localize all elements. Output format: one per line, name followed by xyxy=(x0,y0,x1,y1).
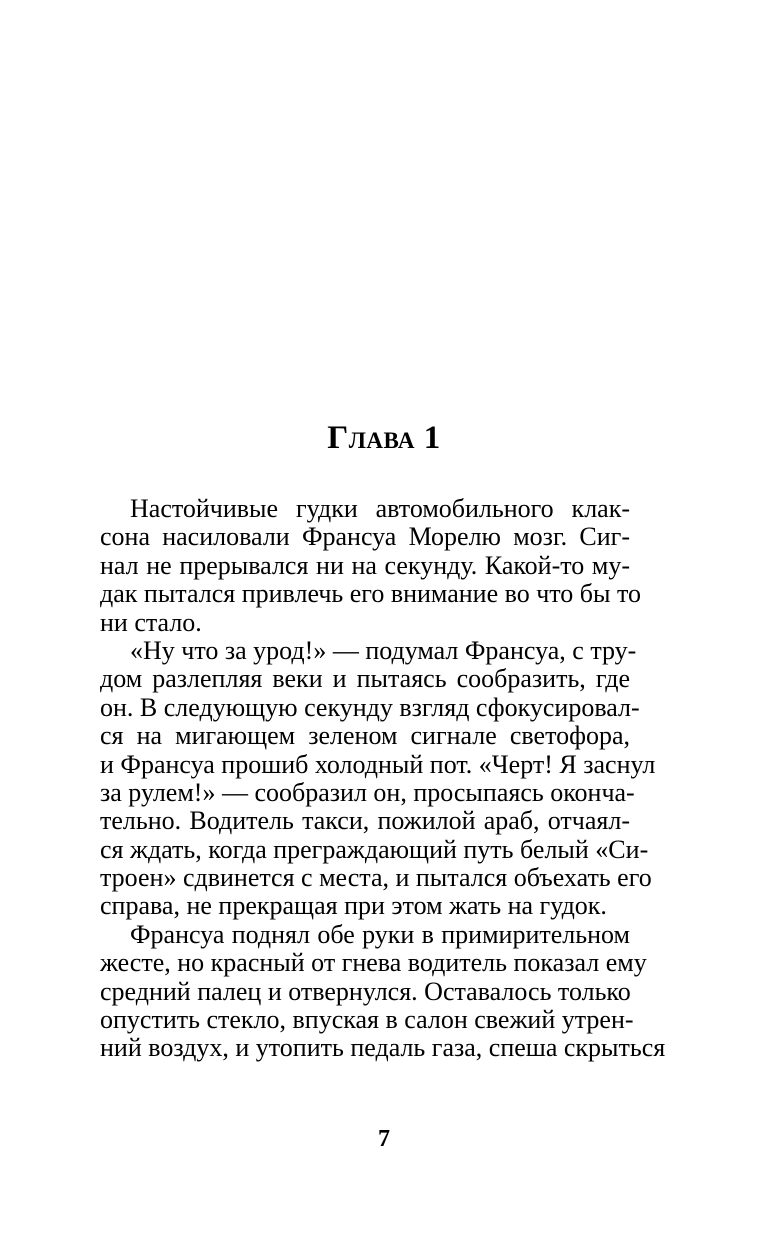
chapter-title xyxy=(0,420,768,457)
text-line: ся на мигающем зеленом сигнале светофора, xyxy=(100,721,630,751)
text-line: жесте, но красный от гнева водитель показал ему xyxy=(100,948,647,978)
text-line: ний воздух, и утопить педаль газа, спеша скрыться xyxy=(100,1033,666,1063)
page-number: 7 xyxy=(378,1126,390,1152)
text-line: ни стало. xyxy=(100,607,202,637)
text-line: опустить стекло, впуская в салон свежий утрен- xyxy=(100,1005,634,1035)
chapter-title-text: Глава 1 xyxy=(327,420,441,456)
text-line: ся ждать, когда преграждающий путь белый «Си- xyxy=(100,834,649,864)
text-line: нал не прерывался ни на секунду. Какой-то му- xyxy=(100,550,630,580)
text-line: и Франсуа прошиб холодный пот. «Черт! Я заснул xyxy=(100,749,656,779)
text-line: справа, не прекращая при этом жать на гудок. xyxy=(100,891,607,921)
text-line: Франсуа поднял обе руки в примирительном xyxy=(130,919,630,949)
text-line: дак пытался привлечь его внимание во что бы то xyxy=(100,579,642,609)
body-text xyxy=(100,494,666,1063)
text-line: средний палец и отвернулся. Оставалось только xyxy=(100,976,631,1006)
text-line: за рулем!» — сообразил он, просыпаясь оконча- xyxy=(100,777,635,807)
text-line: тельно. Водитель такси, пожилой араб, отчаял- xyxy=(100,806,630,836)
text-line: сона насиловали Франсуа Морелю мозг. Сиг- xyxy=(100,522,630,552)
paragraph xyxy=(100,494,642,637)
paragraph xyxy=(100,919,666,1063)
text-line: он. В следующую секунду взгляд сфокусировал- xyxy=(100,692,640,722)
paragraph xyxy=(100,635,656,921)
text-line: дом разлепляя веки и пытаясь сообразить, где xyxy=(100,664,630,694)
text-line: Настойчивые гудки автомобильного клак- xyxy=(130,494,630,523)
text-line: «Ну что за урод!» — подумал Франсуа, с тру- xyxy=(130,635,637,665)
text-line: троен» сдвинется с места, и пытался объехать его xyxy=(100,863,652,893)
